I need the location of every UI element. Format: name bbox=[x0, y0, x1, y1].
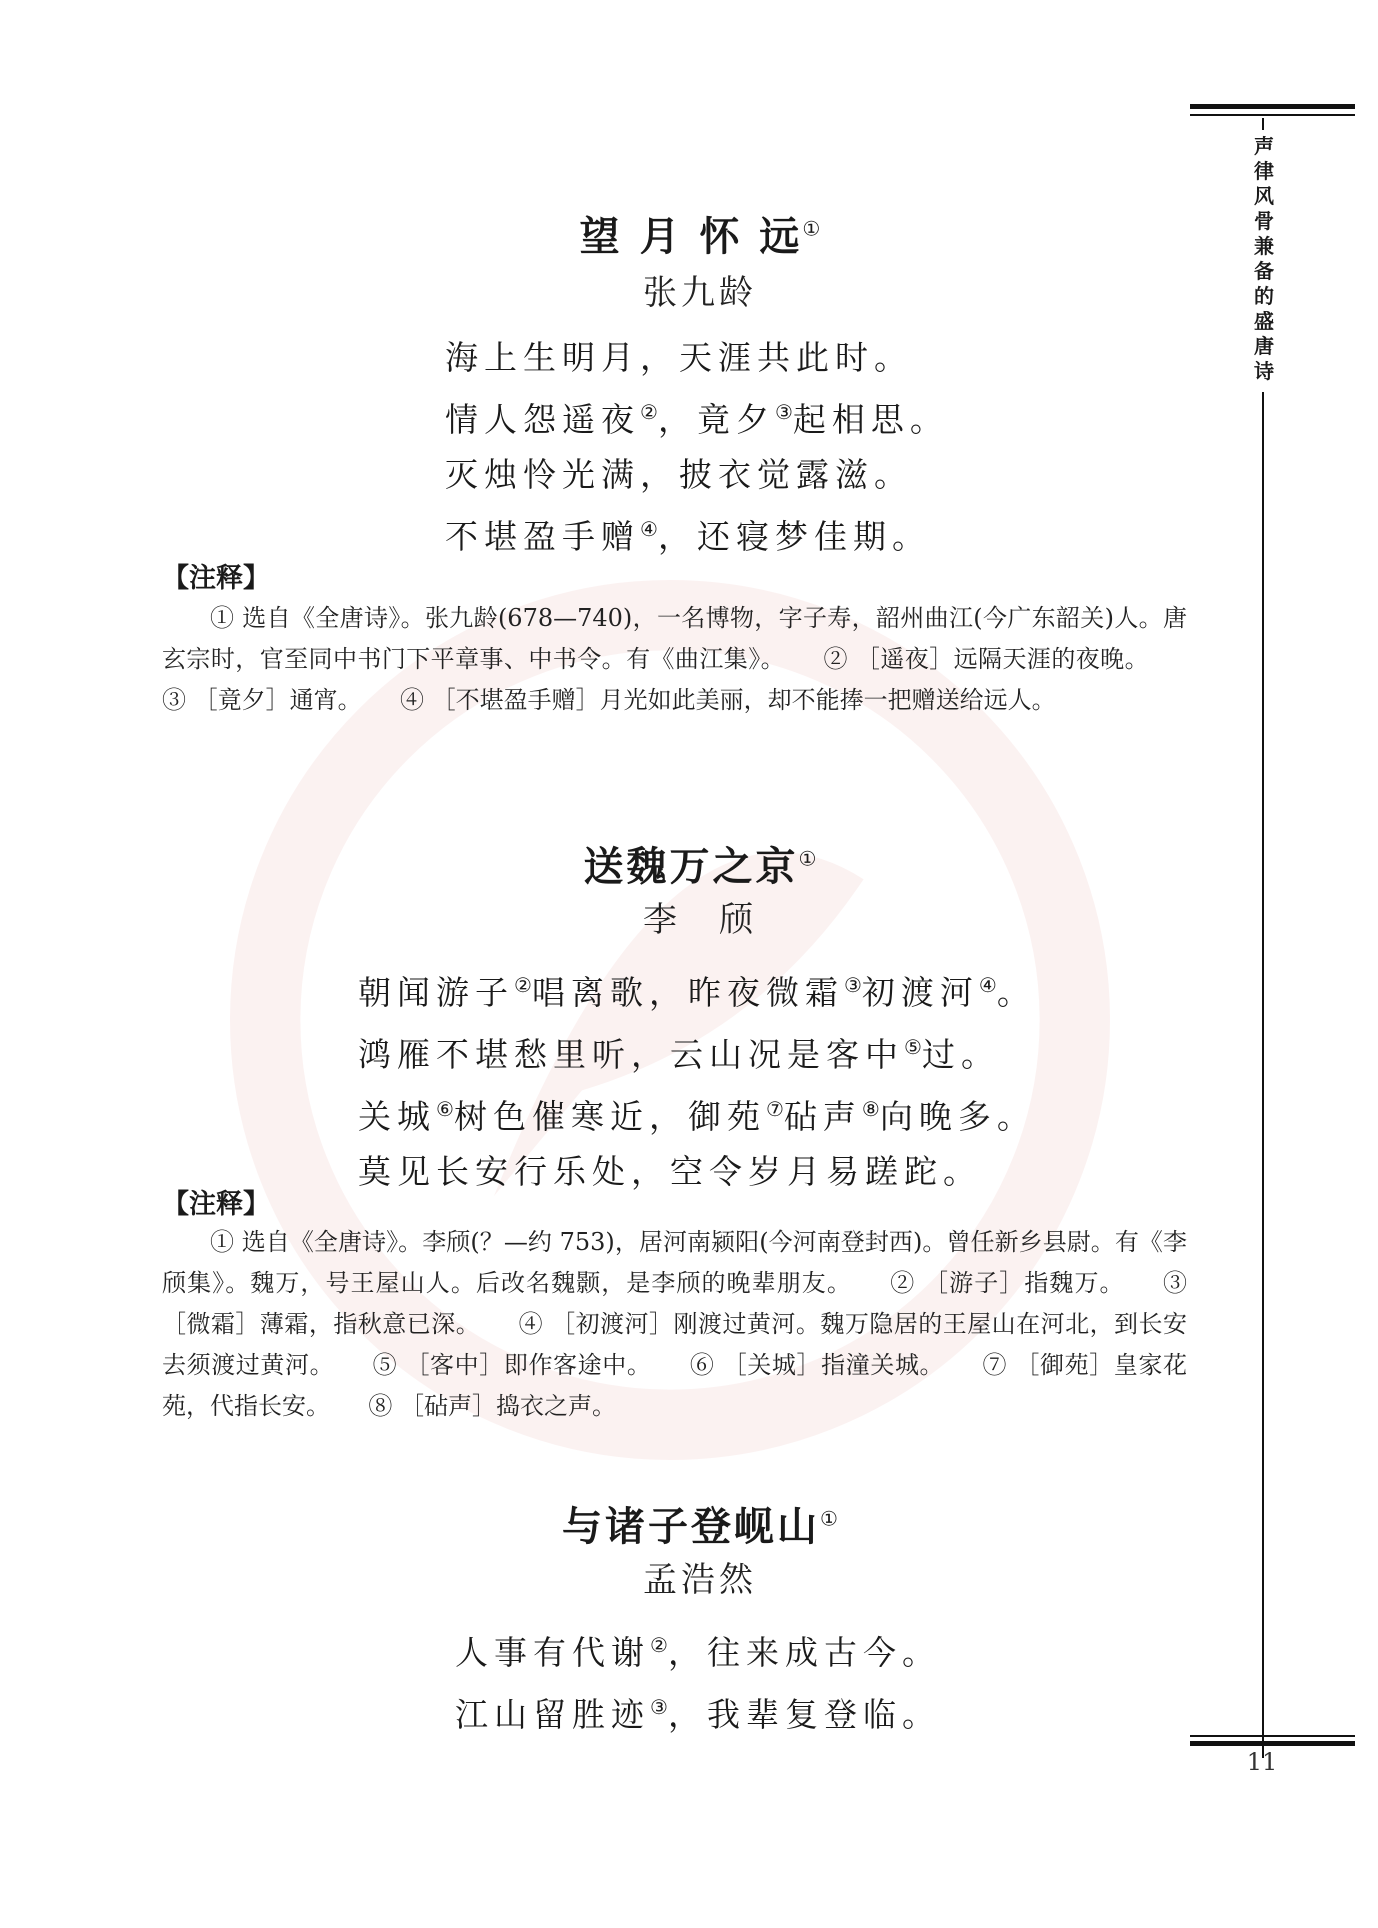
poem3-title-note: ① bbox=[820, 1506, 838, 1531]
footer-rule-thick bbox=[1190, 1741, 1355, 1746]
poem1-title-note: ① bbox=[802, 216, 821, 241]
poem2-notes-heading: 【注释】 bbox=[162, 1189, 270, 1220]
poem2-notes bbox=[162, 1222, 1187, 1427]
poem3-title bbox=[400, 1495, 1000, 1552]
poem2-author: 李 颀 bbox=[643, 900, 757, 940]
poem2-note-7: ⑦ ［御苑］皇家花苑，代指长安。 bbox=[162, 1351, 1187, 1420]
poem2-line-3: 关城⑥树色催寒近，御苑⑦砧声⑧向晚多。 bbox=[358, 1097, 1036, 1136]
poem1-verse bbox=[445, 330, 949, 564]
poem2-note-6: ⑥ ［关城］指潼关城。 bbox=[689, 1351, 945, 1379]
poem2-title-note: ① bbox=[798, 846, 817, 871]
poem2-title-text: 送魏万之京 bbox=[583, 843, 799, 890]
poem2-line-2: 鸿雁不堪愁里听，云山况是客中⑤过。 bbox=[358, 1035, 1000, 1074]
poem3-verse bbox=[455, 1618, 941, 1742]
poem2-note-4: ④ ［初渡河］刚渡过黄河。魏万隐居的王屋山在河北，到长安去须渡过黄河。 bbox=[162, 1310, 1187, 1379]
poem3-line-2: 江山留胜迹③，我辈复登临。 bbox=[455, 1695, 941, 1734]
poem2-title bbox=[400, 835, 1000, 892]
header-rule-thin bbox=[1190, 114, 1355, 116]
poem1-note-2: ② ［遥夜］远隔天涯的夜晚。 bbox=[823, 645, 1149, 673]
poem1-note-3: ③ ［竟夕］通宵。 bbox=[162, 686, 362, 714]
poem1-title-text: 望 月 怀 远 bbox=[579, 213, 803, 260]
poem2-note-3: ③ ［微霜］薄霜，指秋意已深。 bbox=[162, 1269, 1187, 1338]
poem1-line-3: 灭烛怜光满，披衣觉露滋。 bbox=[445, 455, 913, 494]
poem2-note-8: ⑧ ［砧声］捣衣之声。 bbox=[368, 1392, 617, 1420]
poem3-title-text: 与诸子登岘山 bbox=[562, 1503, 821, 1550]
poem1-line-2: 情人怨遥夜②，竟夕③起相思。 bbox=[445, 400, 949, 439]
page-number: 11 bbox=[1246, 1748, 1278, 1776]
poem1-author: 张九龄 bbox=[643, 273, 757, 313]
poem1-line-4: 不堪盈手赠④，还寝梦佳期。 bbox=[445, 517, 931, 556]
poem2-note-5: ⑤ ［客中］即作客途中。 bbox=[372, 1351, 652, 1379]
poem2-note-1: ① 选自《全唐诗》。李颀(？—约 753)，居河南颍阳(今河南登封西)。曾任新乡县尉。有《李颀集》。魏万，号王屋山人。后改名魏颢，是李颀的晚辈朋友。 bbox=[162, 1228, 1187, 1297]
poem1-note-4: ④ ［不堪盈手赠］月光如此美丽，却不能捧一把赠送给远人。 bbox=[400, 686, 1056, 714]
poem2-line-4: 莫见长安行乐处，空令岁月易蹉跎。 bbox=[358, 1152, 982, 1191]
poem2-note-2: ② ［游子］指魏万。 bbox=[890, 1269, 1125, 1297]
poem3-author: 孟浩然 bbox=[643, 1560, 757, 1600]
header-rule-thick bbox=[1190, 104, 1355, 109]
poem1-note-1: ① 选自《全唐诗》。张九龄(678—740)，一名博物，字子寿，韶州曲江(今广东韶关)人。唐玄宗时，官至同中书门下平章事、中书令。有《曲江集》。 bbox=[162, 604, 1187, 673]
running-head: 声律风骨兼备的盛唐诗 bbox=[1252, 130, 1276, 392]
poem1-line-1: 海上生明月，天涯共此时。 bbox=[445, 338, 913, 377]
footer-rule-thin bbox=[1190, 1735, 1355, 1737]
poem2-line-1: 朝闻游子②唱离歌，昨夜微霜③初渡河④。 bbox=[358, 973, 1036, 1012]
poem1-notes-heading: 【注释】 bbox=[162, 563, 270, 594]
poem3-line-1: 人事有代谢②，往来成古今。 bbox=[455, 1633, 941, 1672]
poem1-title bbox=[400, 205, 1000, 262]
poem1-notes bbox=[162, 598, 1187, 721]
poem2-verse bbox=[358, 958, 1036, 1199]
